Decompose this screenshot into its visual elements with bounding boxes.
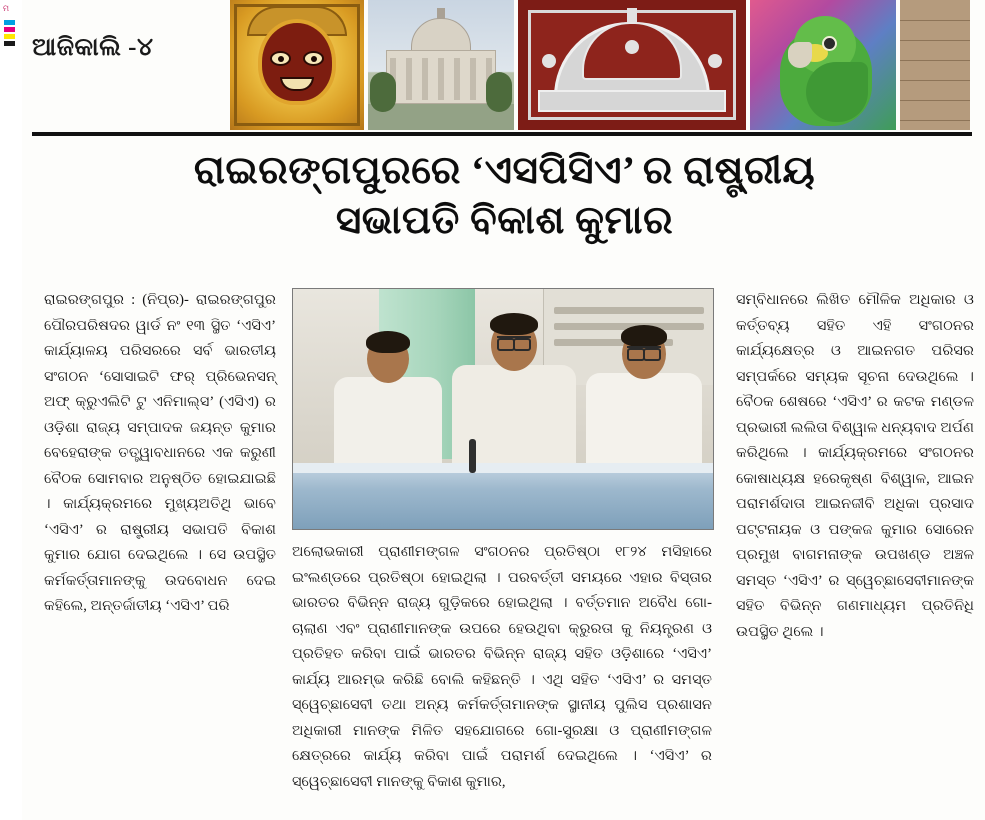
photo-table bbox=[293, 463, 713, 529]
throne-base bbox=[538, 90, 726, 112]
article-body bbox=[30, 288, 980, 820]
brick-wall-photo bbox=[900, 0, 970, 130]
person-center-glasses bbox=[497, 336, 531, 347]
throne-right-ornament bbox=[708, 54, 722, 68]
throne-center-ornament bbox=[625, 40, 639, 54]
headline-line-2: ସଭାପତି ବିକାଶ କୁମାର bbox=[335, 199, 674, 242]
masthead-divider bbox=[32, 132, 972, 136]
brick-row bbox=[900, 48, 970, 61]
court-column bbox=[422, 58, 428, 100]
silver-throne-photo bbox=[518, 0, 746, 130]
court-tree-left bbox=[370, 72, 396, 112]
body-column-2: ଅଲୋଭକାରୀ ପ୍ରାଣୀମଙ୍ଗଳ ସଂଗଠନର ପ୍ରତିଷ୍ଠା ୧୮୨୪ ମସିହାରେ ଇଂଲଣ୍ଡରେ ପ୍ରତିଷ୍ଠା ହୋଇଥିଲା । ପରବର୍ତ୍ତୀ ସମୟରେ ଏହାର ବିସ୍ତାର ଭାରତର ବିଭିନ୍ନ ରାଜ୍ୟ ଗୁଡ଼ିକରେ ହୋଇଥିଲା । ବର୍ତ୍ତମାନ ଅବୈଧ ଗୋ-ଚାଲାଣ ଏବଂ ପ୍ରାଣୀମାନଙ୍କ ଉପରେ ହେଉଥିବା କ୍ରୁରତା କୁ ନିୟନ୍ତ୍ରଣ ଓ ପ୍ରତିହତ କରିବା ପାଇଁ ଭାରତର ବିଭିନ୍ନ ରାଜ୍ୟ ସହିତ ଓଡ଼ିଶାରେ ‘ଏସିଏ’ କାର୍ଯ୍ୟ ଆରମ୍ଭ କରିଛି ବୋଲି କହିଛନ୍ତି । ଏଥି ସହିତ ‘ଏସିଏ’ ର ସମସ୍ତ ସ୍ୱେଚ୍ଛାସେବୀ ତଥା ଅନ୍ୟ କର୍ମକର୍ତ୍ତାମାନଙ୍କ ସ୍ଥାନୀୟ ପୁଲିସ ପ୍ରଶାସନ ଅଧିକାରୀ ମାନଙ୍କ ମିଳିତ ସହଯୋଗରେ ଗୋ-ସୁରକ୍ଷା ଓ ପ୍ରାଣୀମଙ୍ଗଳ କ୍ଷେତ୍ରରେ କାର୍ଯ୍ୟ କରିବା ପାଇଁ ପରାମର୍ଶ ଦେଇଥିଲେ । ‘ଏସିଏ’ ର ସ୍ୱେଚ୍ଛାସେବୀ ମାନଙ୍କୁ ବିକାଶ କୁମାର, bbox=[292, 544, 712, 790]
press-meet-photo bbox=[292, 288, 714, 530]
spine-color-bar-magenta bbox=[4, 27, 15, 32]
masthead-thumbnail-strip bbox=[230, 0, 970, 130]
court-column bbox=[406, 58, 412, 100]
newspaper-page bbox=[22, 0, 985, 820]
headline-line-1: ରାଇରଙ୍ଗପୁରରେ ‘ଏସପିସିଏ’ ର ରାଷ୍ଟ୍ରୀୟ bbox=[193, 149, 816, 192]
court-column bbox=[454, 58, 460, 100]
brick-row bbox=[900, 88, 970, 101]
supreme-court-building-photo bbox=[368, 0, 514, 130]
parrot-eye bbox=[822, 36, 837, 51]
microphone-icon bbox=[469, 439, 476, 473]
court-column bbox=[470, 58, 476, 100]
brick-row bbox=[900, 28, 970, 41]
deity-face-photo bbox=[230, 0, 364, 130]
brick-row bbox=[900, 68, 970, 81]
person-center-hair bbox=[490, 313, 538, 335]
person-right bbox=[585, 317, 703, 463]
person-right-torso bbox=[586, 373, 702, 463]
spine-color-bar-cyan bbox=[4, 20, 15, 25]
parrot-beak bbox=[788, 42, 812, 68]
person-left-hair bbox=[366, 331, 410, 353]
page-spine-strip bbox=[0, 0, 23, 820]
parrot-wing bbox=[806, 62, 868, 122]
masthead bbox=[22, 0, 985, 133]
court-column bbox=[438, 58, 444, 100]
body-column-1: ରାଇରଙ୍ଗପୁର : (ନିପ୍ର)- ରାଇରଙ୍ଗପୁର ପୌରପରିଷଦର ୱାର୍ଡ ନଂ ୧୩ ସ୍ଥିତ ‘ଏସିଏ’ କାର୍ଯ୍ୟାଳୟ ପରିସରରେ ସର୍ବ ଭାରତୀୟ ସଂଗଠନ ‘ସୋସାଇଟି ଫର୍ ପ୍ରିଭେନସନ୍ ଅଫ୍ କ୍ରୁଏଲିଟି ଟୁ ଏନିମାଲ୍ସ’ (ଏସିଏ) ର ଓଡ଼ିଶା ରାଜ୍ୟ ସମ୍ପାଦକ ଜୟନ୍ତ କୁମାର ବେହେରାଙ୍କ ତତ୍ତ୍ୱାବଧାନରେ ଏକ କରୁଣୀ ବୈଠକ ସୋମବାର ଅନୁଷ୍ଠିତ ହୋଇଯାଇଛି । କାର୍ଯ୍ୟକ୍ରମରେ ମୁଖ୍ୟଅତିଥି ଭାବେ ‘ଏସିଏ’ ର ରାଷ୍ଟ୍ରୀୟ ସଭାପତି ବିକାଶ କୁମାର ଯୋଗ ଦେଇଥିଲେ । ସେ ଉପସ୍ଥିତ କର୍ମକର୍ତ୍ତାମାନଙ୍କୁ ଉଦବୋଧନ ଦେଇ କହିଲେ, ଅନ୍ତର୍ଜାତୀୟ ‘ଏସିଏ’ ପରି bbox=[44, 292, 276, 614]
person-left-torso bbox=[334, 377, 442, 463]
court-tree-right bbox=[486, 72, 512, 112]
person-right-glasses bbox=[627, 346, 661, 357]
brick-row bbox=[900, 108, 970, 121]
spine-mark-text: ମ bbox=[3, 4, 9, 13]
spine-color-bar-yellow bbox=[4, 34, 15, 39]
parrot-photo bbox=[750, 0, 896, 130]
body-column-3: ସମ୍ବିଧାନରେ ଲିଖିତ ମୌଳିକ ଅଧିକାର ଓ କର୍ତ୍ତବ୍ୟ ସହିତ ଏହି ସଂଗଠନର କାର୍ଯ୍ୟକ୍ଷେତ୍ର ଓ ଆଇନଗତ ପରିସର ସମ୍ପର୍କରେ ସମ୍ୟକ ସୂଚନା ଦେଉଥିଲେ । ବୈଠକ ଶେଷରେ ‘ଏସିଏ’ ର କଟକ ମଣ୍ଡଳ ପ୍ରଭାରୀ ଲଲିତା ବିଶ୍ୱାଳ ଧନ୍ୟବାଦ ଅର୍ପଣ କରିଥିଲେ । କାର୍ଯ୍ୟକ୍ରମରେ ସଂଗଠନର କୋଷାଧ୍ୟକ୍ଷ ହରେକୃଷ୍ଣ ବିଶ୍ୱାଳ, ଆଇନ ପରାମର୍ଶଦାତା ଆଇନଜୀବି ଅଧିକା ପ୍ରସାଦ ପଟ୍ଟନାୟକ ଓ ପଙ୍କଜ କୁମାର ସୋରେନ ପ୍ରମୁଖ ବାଗମନାଙ୍କ ଉପଖଣ୍ଡ ଅଞ୍ଚଳ ସମସ୍ତ ‘ଏସିଏ’ ର ସ୍ୱେଚ୍ଛାସେବୀମାନଙ୍କ ସହିତ ବିଭିନ୍ନ ଗଣମାଧ୍ୟମ ପ୍ରତିନିଧି ଉପସ୍ଥିତ ଥିଲେ । bbox=[736, 292, 974, 640]
photo-table-edge bbox=[293, 463, 713, 473]
article-headline bbox=[52, 146, 957, 246]
court-column-row bbox=[390, 58, 492, 100]
throne-left-ornament bbox=[542, 54, 556, 68]
person-right-hair bbox=[621, 325, 667, 347]
deity-photo-border bbox=[234, 4, 360, 126]
brick-row bbox=[900, 8, 970, 21]
spine-color-bar-black bbox=[4, 41, 15, 46]
person-left bbox=[333, 323, 443, 463]
page-title: ଆଜିକାଲି -୪ bbox=[32, 34, 154, 61]
